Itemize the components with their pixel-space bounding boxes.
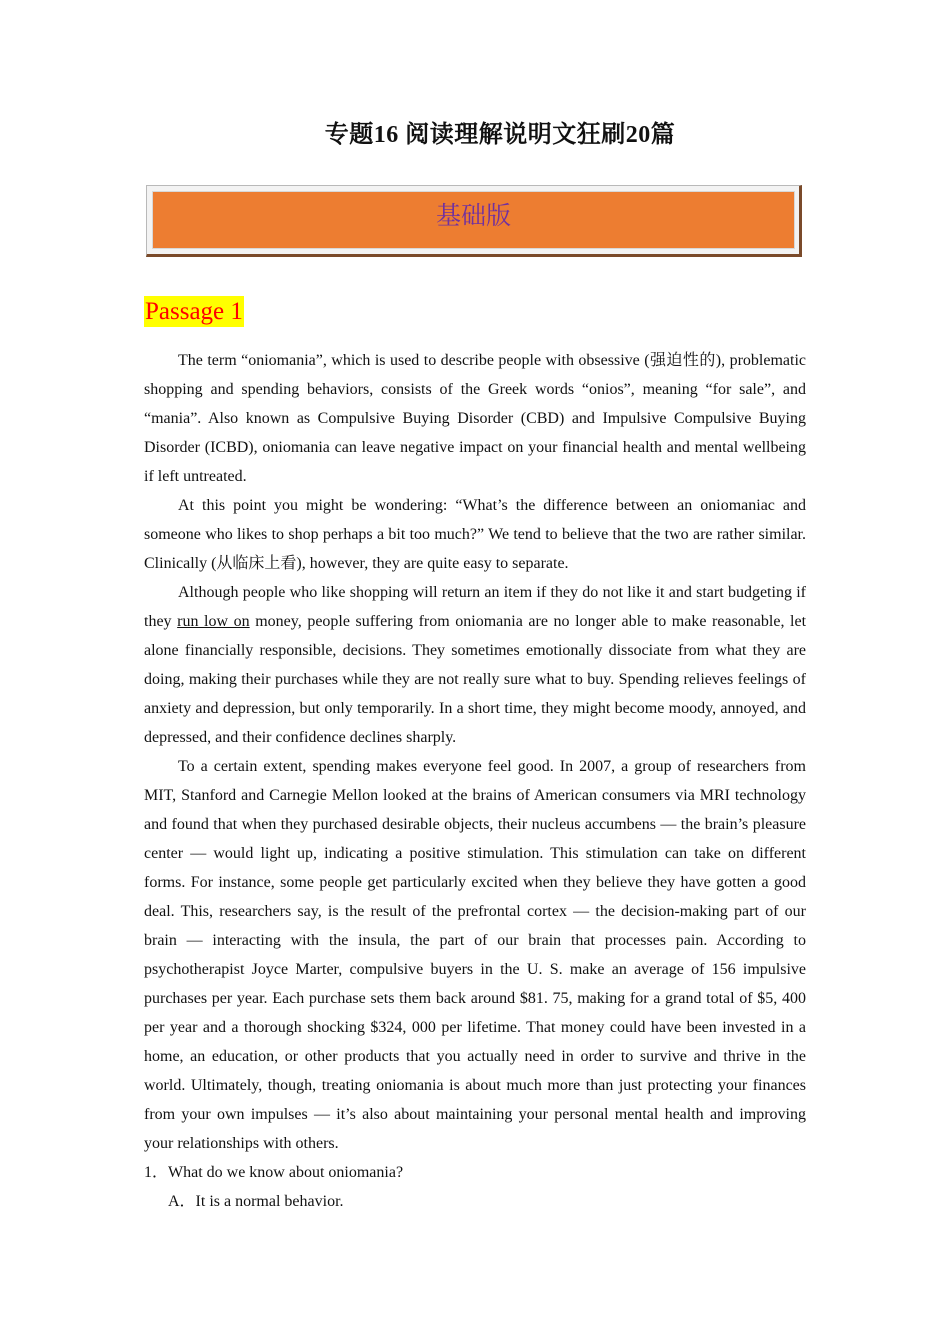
section-banner xyxy=(146,185,802,257)
page-title: 专题16 阅读理解说明文狂刷20篇 xyxy=(324,122,676,148)
underlined-phrase: run low on xyxy=(177,613,250,630)
paragraph-3 xyxy=(144,578,806,752)
paragraph-3-part-1: Although people who like shopping will return an item if they do not like it and start budgeting if they xyxy=(144,584,806,630)
question-1-option-a: A．It is a normal behavior. xyxy=(168,1193,344,1210)
question-1-stem: 1．What do we know about oniomania? xyxy=(144,1164,404,1181)
section-banner-label: 基础版 xyxy=(152,191,795,249)
paragraph-3-part-2: money, people suffering from oniomania are no longer able to make reasonable, let alone financially responsible, decisions. They sometimes emotionally dissociate from what they are doing, making their purchases while they are not really sure what to buy. Spending relieves feelings of anxiety and depression, but only temporarily. In a short time, they might become moody, annoyed, and depressed, and their confidence declines sharply. xyxy=(144,613,807,746)
passage-body xyxy=(144,346,806,1216)
paragraph-4: To a certain extent, spending makes everyone feel good. In 2007, a group of researchers from MIT, Stanford and Carnegie Mellon looked at the brains of American consumers via MRI technology and found that when they purchased desirable objects, their nucleus accumbens — the brain’s pleasure center — would light up, indicating a positive stimulation. This stimulation can take on different forms. For instance, some people get particularly excited when they believe they have gotten a good deal. This, researchers say, is the result of the prefrontal cortex — the decision-making part of our brain — interacting with the insula, the part of our brain that processes pain. According to psychotherapist Joyce Marter, compulsive buyers in the U. S. make an average of 156 impulsive purchases per year. Each purchase sets them back around $81. 75, making for a grand total of $5, 400 per year and a thorough shocking $324, 000 per lifetime. That money could have been invested in a home, an education, or other products that you actually need in order to survive and thrive in the world. Ultimately, though, treating oniomania is about much more than just protecting your finances from your own impulses — it’s also about maintaining your personal mental health and improving your relationships with others. xyxy=(144,758,806,1152)
paragraph-1: The term “oniomania”, which is used to describe people with obsessive (强迫性的), problematic shopping and spending behaviors, consists of the Greek words “onios”, meaning “for sale”, and “mania”. Also known as Compulsive Buying Disorder (CBD) and Impulsive Compulsive Buying Disorder (ICBD), oniomania can leave negative impact on your financial health and mental wellbeing if left untreated. xyxy=(144,352,806,485)
paragraph-2: At this point you might be wondering: “What’s the difference between an oniomaniac and someone who likes to shop perhaps a bit too much?” We tend to believe that the two are rather similar. Clinically (从临床上看), however, they are quite easy to separate. xyxy=(144,497,806,572)
passage-heading: Passage 1 xyxy=(145,298,243,325)
